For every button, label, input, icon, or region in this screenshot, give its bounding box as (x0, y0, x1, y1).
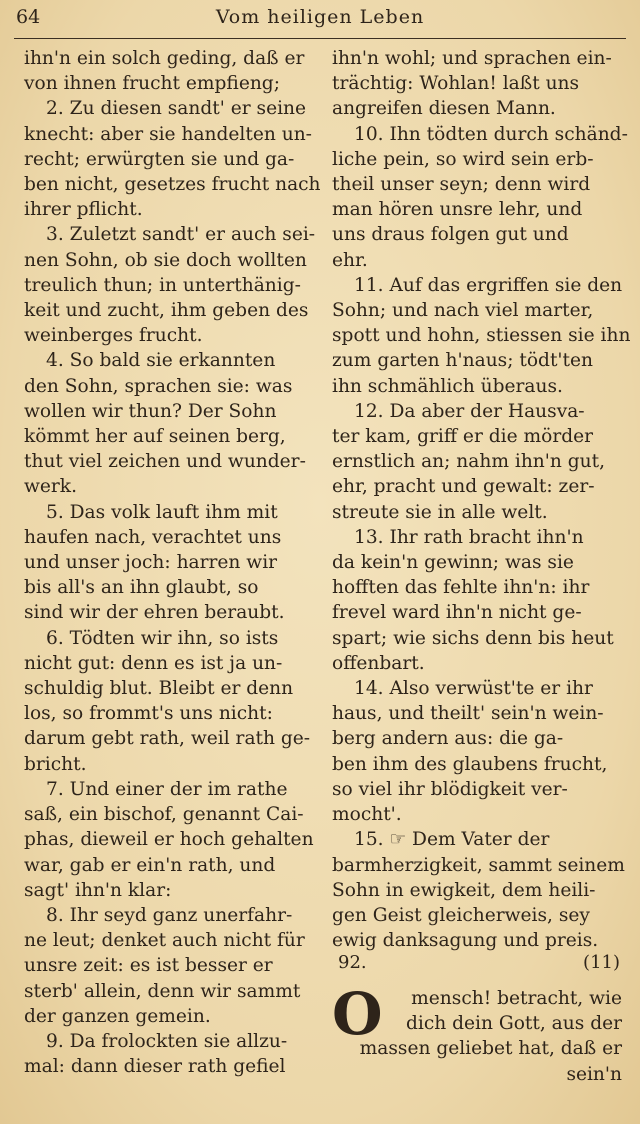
text-line: liche pein, so wird sein erb- (332, 148, 594, 170)
text-line: sagt' ihn'n klar: (24, 879, 172, 901)
drop-cap: O (332, 980, 383, 1048)
text-line: kömmt her auf seinen berg, (24, 426, 286, 448)
text-line: haus, und theilt' sein'n wein- (332, 703, 604, 725)
text-line: barmherzigkeit, sammt seinem (332, 854, 625, 876)
left-column (24, 46, 321, 1079)
text-line: keit und zucht, ihm geben des (24, 300, 309, 322)
text-line: 3. Zuletzt sandt' er auch sei- (46, 224, 316, 246)
text-line: ihn schmählich überaus. (332, 375, 563, 397)
text-line: frevel ward ihn'n nicht ge- (332, 602, 582, 624)
text-line: 8. Ihr seyd ganz unerfahr- (46, 904, 293, 926)
text-line: 6. Tödten wir ihn, so ists (46, 627, 279, 649)
text-line: ewig danksagung und preis. (332, 930, 599, 952)
text-line: recht; erwürgten sie und ga- (24, 148, 295, 170)
text-line: ben ihm des glaubens frucht, (332, 753, 608, 775)
text-line: bis all's an ihn glaubt, so (24, 577, 259, 599)
text-line: trächtig: Wohlan! laßt uns (332, 73, 580, 95)
text-line: ne leut; denket auch nicht für (24, 930, 305, 952)
text-line: schuldig blut. Bleibt er denn (24, 678, 294, 700)
text-line: 14. Also verwüst'te er ihr (354, 678, 593, 700)
text-line: treulich thun; in unterthänig- (24, 274, 301, 296)
text-line: zum garten h'naus; tödt'ten (332, 350, 593, 372)
page-number: 64 (16, 6, 41, 28)
text-line: nen Sohn, ob sie doch wollten (24, 249, 307, 271)
text-line: ehr, pracht und gewalt: zer- (332, 476, 595, 498)
text-line: knecht: aber sie handelten un- (24, 123, 312, 145)
text-line: Sohn; und nach viel marter, (332, 300, 594, 322)
text-line: phas, dieweil er hoch gehalten (24, 829, 314, 851)
right-column (332, 46, 631, 953)
text-line: ehr. (332, 249, 368, 271)
text-line: angreifen diesen Mann. (332, 98, 556, 120)
hymn-line: dich dein Gott, aus der (405, 1013, 622, 1035)
text-line: weinberges frucht. (24, 325, 203, 347)
text-line: so viel ihr blödigkeit ver- (332, 778, 568, 800)
text-line: sterb' allein, denn wir sammt (24, 980, 301, 1002)
text-line: unsre zeit: es ist besser er (24, 955, 273, 977)
text-line: offenbart. (332, 652, 425, 674)
text-line: 13. Ihr rath bracht ihn'n (354, 526, 584, 548)
text-line: sind wir der ehren beraubt. (24, 602, 285, 624)
text-line: und unser joch: harren wir (24, 552, 278, 574)
text-line: ernstlich an; nahm ihn'n gut, (332, 451, 606, 473)
text-line: darum gebt rath, weil rath ge- (24, 728, 311, 750)
text-line: gen Geist gleicherweis, sey (332, 904, 590, 926)
page-header (14, 4, 626, 39)
hymn-text (332, 980, 622, 1087)
text-line: spart; wie sichs denn bis heut (332, 627, 614, 649)
text-line: berg andern aus: die ga- (332, 728, 564, 750)
text-line: den Sohn, sprachen sie: was (24, 375, 293, 397)
text-line: 9. Da frolockten sie allzu- (46, 1030, 288, 1052)
hymn-line: sein'n (566, 1063, 622, 1085)
text-line: war, gab er ein'n rath, und (24, 854, 276, 876)
text-line: bricht. (24, 753, 87, 775)
text-line: 15. ☞ Dem Vater der (354, 829, 550, 851)
text-line: spott und hohn, stiessen sie ihn (332, 325, 631, 347)
text-line: streute sie in alle welt. (332, 501, 548, 523)
text-line: Sohn in ewigkeit, dem heili- (332, 879, 596, 901)
text-line: 4. So bald sie erkannten (46, 350, 276, 372)
text-line: mocht'. (332, 804, 402, 826)
text-line: nicht gut: denn es ist ja un- (24, 652, 283, 674)
text-line: 11. Auf das ergriffen sie den (354, 274, 623, 296)
text-line: ter kam, griff er die mörder (332, 426, 594, 448)
text-line: 5. Das volk lauft ihm mit (46, 501, 278, 523)
text-line: da kein'n gewinn; was sie (332, 552, 574, 574)
text-line: hofften das fehlte ihn'n: ihr (332, 577, 590, 599)
text-line: thut viel zeichen und wunder- (24, 451, 306, 473)
hymn-line: mensch! betracht, wie (411, 988, 622, 1009)
text-line: saß, ein bischof, genannt Cai- (24, 804, 304, 826)
text-line: ihn'n ein solch geding, daß er (24, 48, 305, 69)
text-line: 10. Ihn tödten durch schänd- (354, 123, 628, 145)
text-line: 2. Zu diesen sandt' er seine (46, 98, 307, 120)
running-title: Vom heiligen Leben (215, 6, 425, 28)
text-line: ihrer pflicht. (24, 199, 143, 221)
text-line: von ihnen frucht empfieng; (24, 73, 280, 95)
text-line: 7. Und einer der im rathe (46, 778, 288, 800)
text-line: los, so frommt's uns nicht: (24, 703, 273, 725)
hymn-heading (332, 952, 622, 980)
text-line: mal: dann dieser rath gefiel (24, 1056, 286, 1078)
text-line: haufen nach, verachtet uns (24, 526, 282, 548)
hymn-tune-reference: (11) (583, 952, 620, 973)
text-line: uns draus folgen gut und (332, 224, 569, 246)
text-line: man hören unsre lehr, und (332, 199, 583, 221)
text-line: werk. (24, 476, 77, 498)
text-line: theil unser seyn; denn wird (332, 174, 591, 196)
text-line: ben nicht, gesetzes frucht nach (24, 174, 321, 196)
text-line: 12. Da aber der Hausva- (354, 400, 585, 422)
hymn-number: 92. (338, 952, 367, 973)
text-line: der ganzen gemein. (24, 1005, 211, 1027)
text-line: ihn'n wohl; und sprachen ein- (332, 48, 612, 69)
hymn-line: massen geliebet hat, daß er (359, 1038, 622, 1060)
text-line: wollen wir thun? Der Sohn (24, 400, 277, 422)
